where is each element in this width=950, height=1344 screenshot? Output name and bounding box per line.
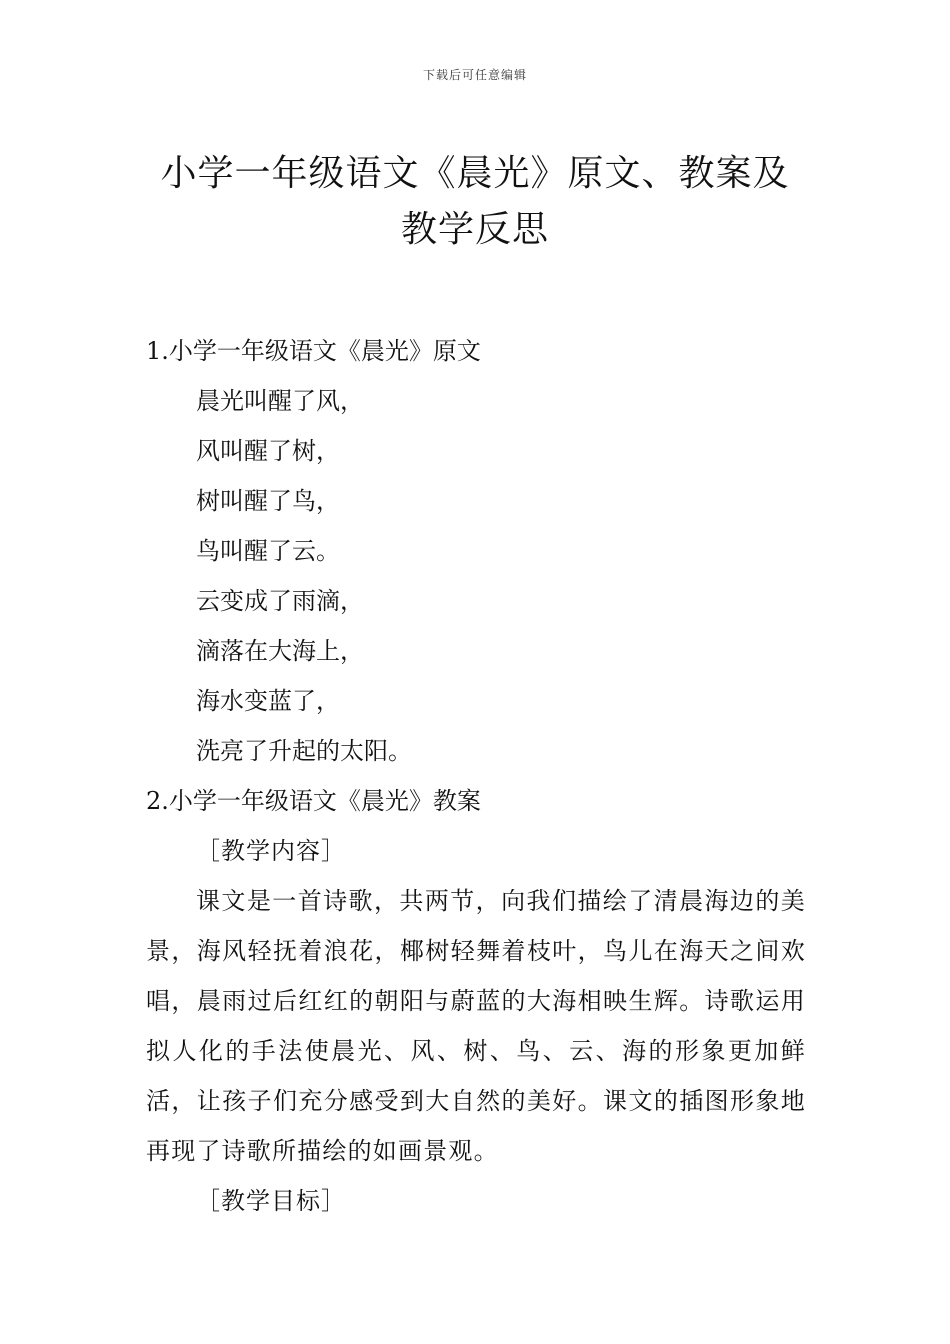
document-title: 小学一年级语文《晨光》原文、教案及教学反思	[160, 153, 790, 251]
teaching-goals-heading: ［教学目标］	[196, 1187, 346, 1215]
document-body	[146, 326, 806, 1226]
poem-line: 树叫醒了鸟，	[196, 487, 340, 515]
poem-line: 鸟叫醒了云。	[196, 537, 340, 565]
teaching-content-heading: ［教学内容］	[196, 837, 346, 865]
teaching-content-paragraph: 课文是一首诗歌，共两节，向我们描绘了清晨海边的美景，海风轻抚着浪花，椰树轻舞着枝叶，鸟儿在海天之间欢唱，晨雨过后红红的朝阳与蔚蓝的大海相映生辉。诗歌运用拟人化的手法使晨光、风、树、鸟、云、海的形象更加鲜活，让孩子们充分感受到大自然的美好。课文的插图形象地再现了诗歌所描绘的如画景观。	[146, 887, 806, 1165]
poem-line: 海水变蓝了，	[196, 687, 340, 715]
poem-line: 云变成了雨滴，	[196, 587, 364, 615]
poem-line: 风叫醒了树，	[196, 437, 340, 465]
poem-line: 晨光叫醒了风，	[196, 387, 364, 415]
poem-line: 滴落在大海上，	[196, 637, 364, 665]
header-note: 下载后可任意编辑	[422, 68, 527, 82]
section-heading-original-text: 1.小学一年级语文《晨光》原文	[146, 337, 481, 365]
poem	[146, 376, 806, 776]
poem-line: 洗亮了升起的太阳。	[196, 737, 412, 765]
section-heading-lesson-plan: 2.小学一年级语文《晨光》教案	[146, 787, 481, 815]
